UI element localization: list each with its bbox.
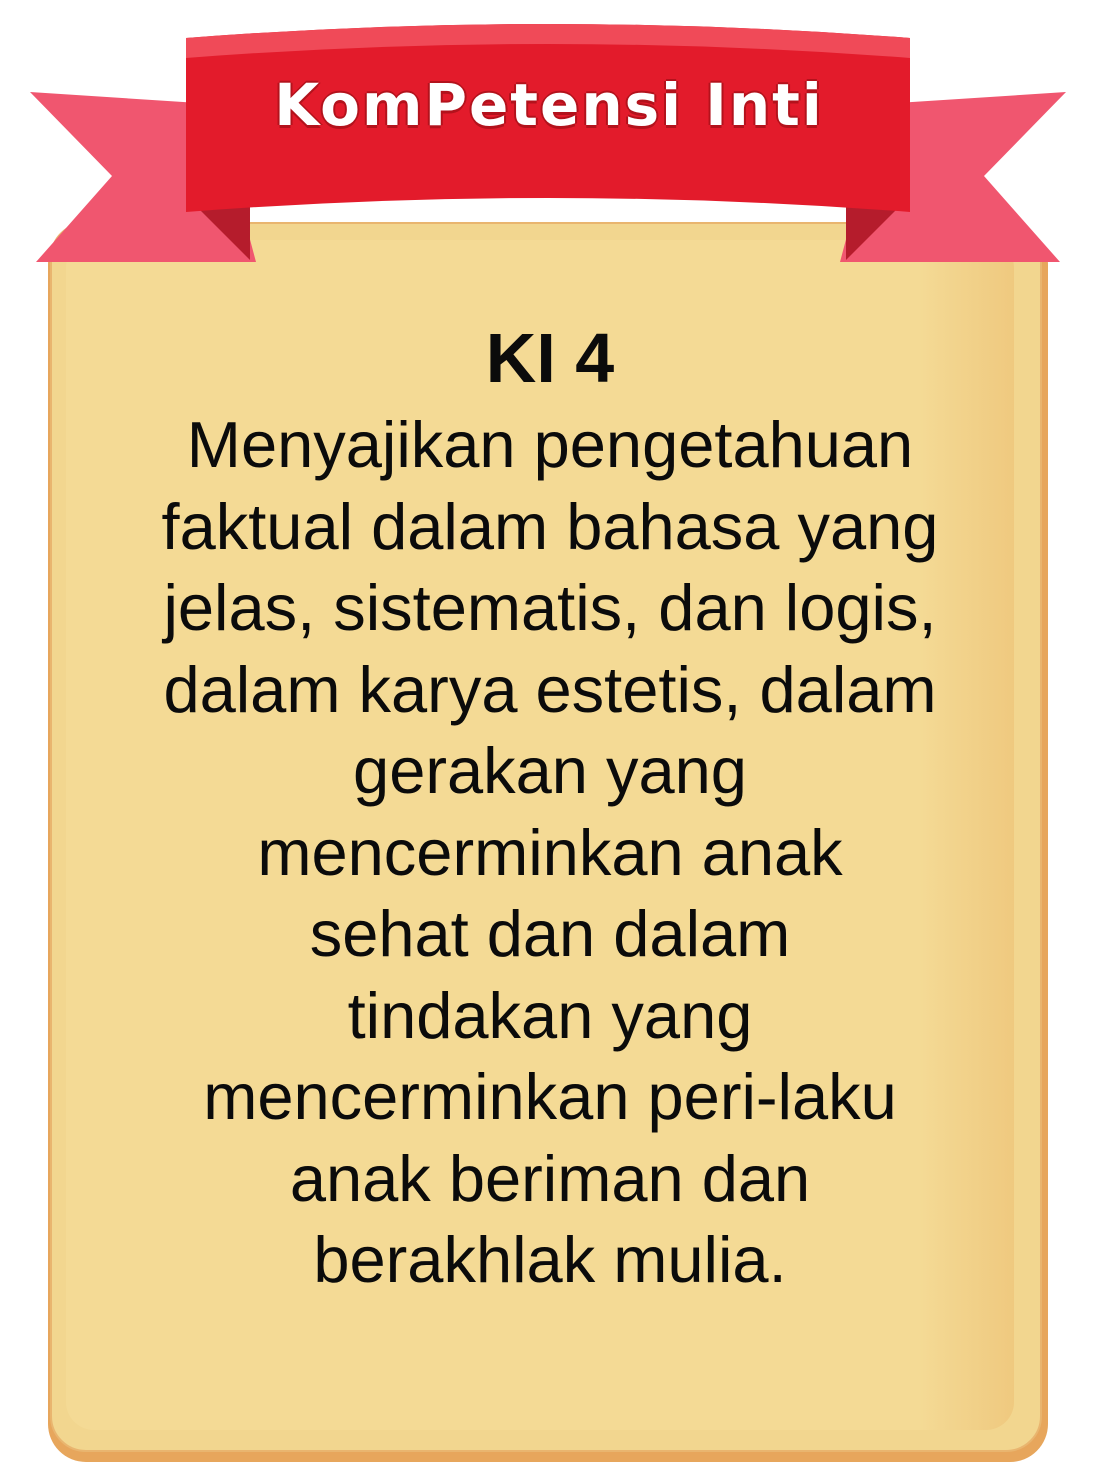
card-text-line: sehat dan dalam (309, 897, 791, 970)
card-text-line: tindakan yang (347, 978, 753, 1052)
card-heading: KI 4 (485, 319, 615, 397)
card-text-line: faktual dalam bahasa yang (161, 489, 939, 563)
card-text-line: dalam karya estetis, dalam (163, 652, 937, 726)
card-text-line: gerakan yang (353, 734, 747, 807)
card-text-line: mencerminkan anak (257, 815, 843, 889)
card-content (80, 312, 1020, 1301)
card-text-line: jelas, sistematis, dan logis, (163, 571, 937, 644)
card-text-line: berakhlak mulia. (313, 1223, 787, 1296)
banner-title: KomPetensi Inti (274, 71, 824, 139)
card-text-line: Menyajikan pengetahuan (186, 408, 914, 481)
card-text-line: anak beriman dan (289, 1141, 811, 1215)
card-text-line: mencerminkan peri-laku (203, 1060, 897, 1133)
